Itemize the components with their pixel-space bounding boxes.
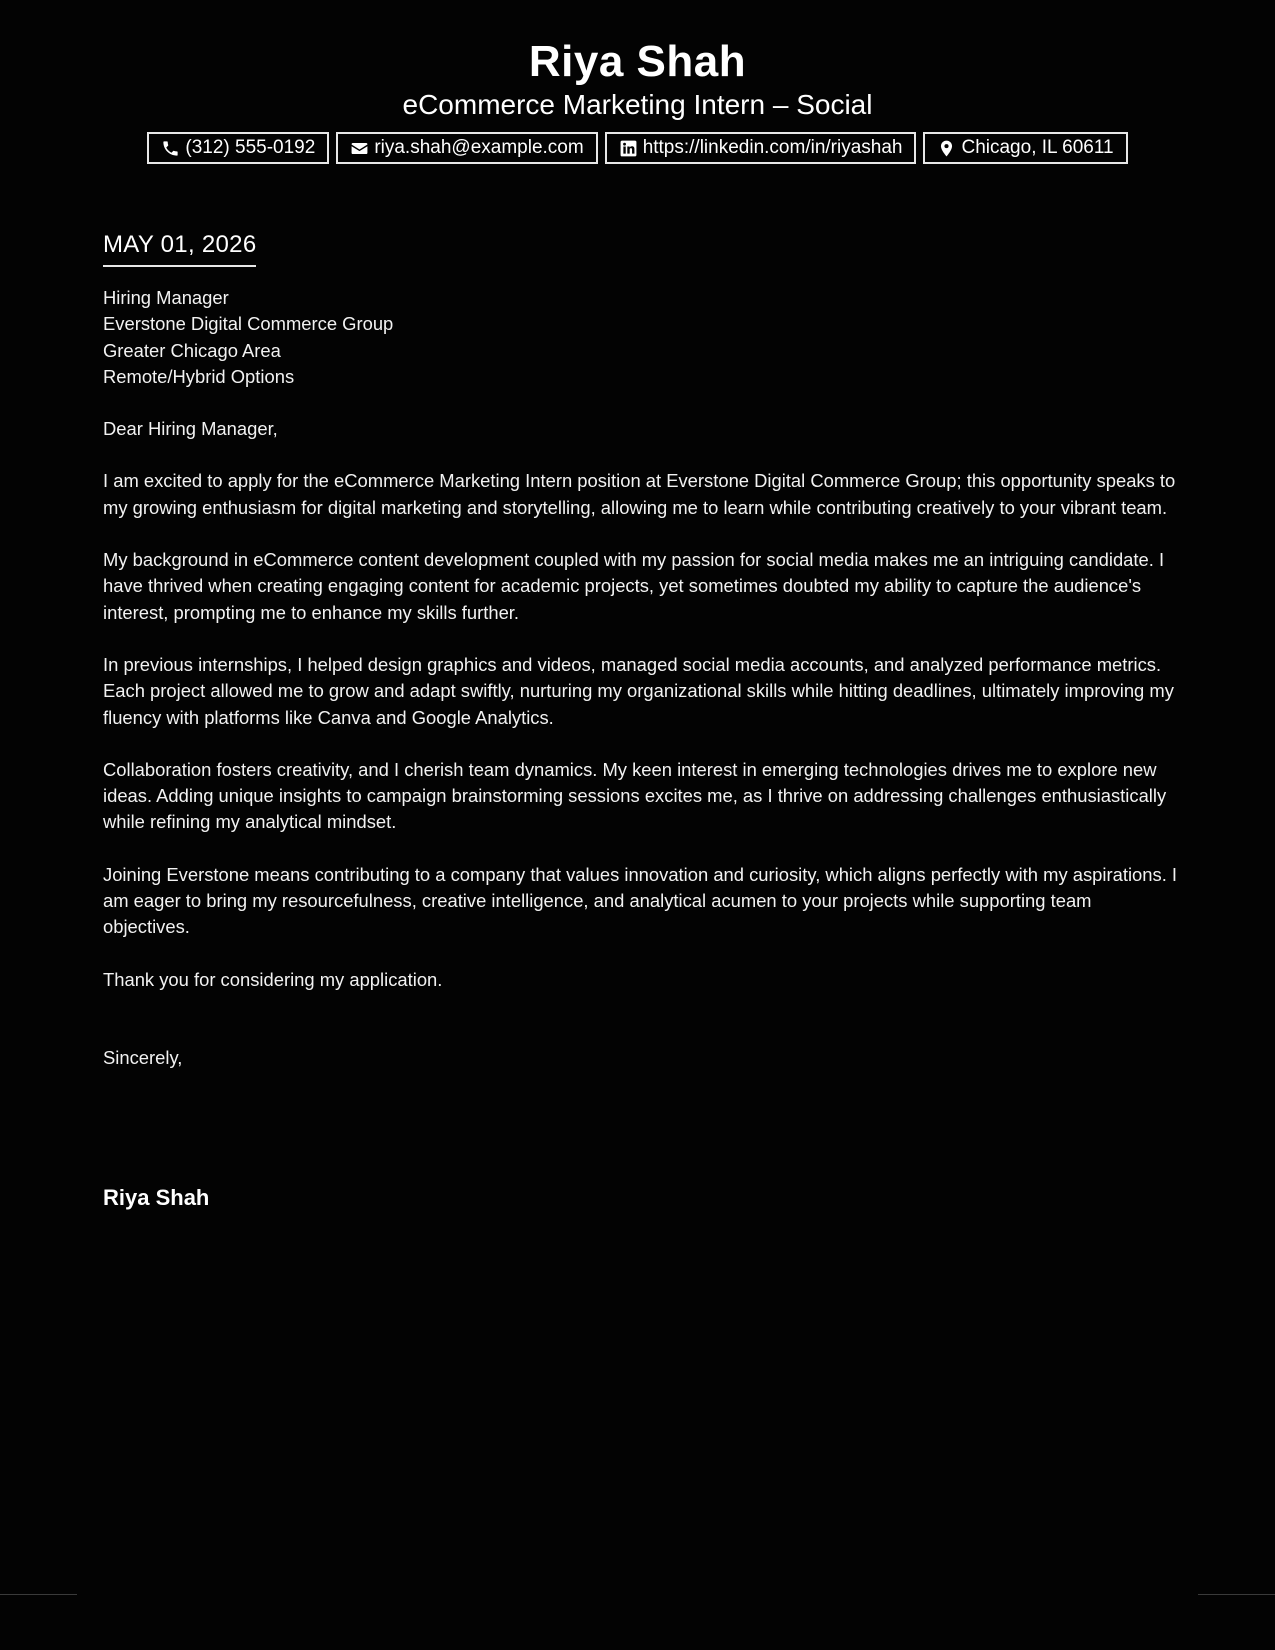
contact-location[interactable] xyxy=(923,132,1127,164)
recipient-line: Remote/Hybrid Options xyxy=(103,365,295,387)
body-paragraph: Thank you for considering my application. xyxy=(103,968,443,990)
body-paragraph: I am excited to apply for the eCommerce Marketing Intern position at Everstone Digital Commerce Group; this opportunity speaks to my growing enthusiasm for digital marketing and storytelling, allowing me to learn while contributing creatively to your vibrant team. xyxy=(103,470,1176,518)
contact-phone[interactable] xyxy=(147,132,329,164)
body-paragraph: Joining Everstone means contributing to a company that values innovation and curiosity, which aligns perfectly with my aspirations. I am eager to bring my resourcefulness, creative intelligence, and analytical acumen to your projects while supporting team objectives. xyxy=(103,863,1178,938)
salutation: Dear Hiring Manager, xyxy=(103,418,278,440)
letter-header xyxy=(0,34,1275,164)
linkedin-icon xyxy=(619,139,638,158)
recipient-line: Hiring Manager xyxy=(103,287,229,308)
applicant-name: Riya Shah xyxy=(528,37,747,86)
phone-text: (312) 555-0192 xyxy=(185,137,316,158)
recipient-line: Greater Chicago Area xyxy=(103,339,281,361)
body-paragraph: Collaboration fosters creativity, and I cherish team dynamics. My keen interest in emerging technologies drives me to explore new ideas. Adding unique insights to campaign brainstorming sessions excites me, as I thrive on addressing challenges enthusiastically while refining my analytical mindset. xyxy=(103,758,1167,833)
footer-divider-right xyxy=(1198,1594,1275,1595)
contact-linkedin[interactable] xyxy=(605,132,917,164)
body-paragraph: In previous internships, I helped design graphics and videos, managed social media accounts, and analyzed performance metrics. Each project allowed me to grow and adapt swiftly, nurturing my organizational skills while hitting deadlines, ultimately improving my fluency with platforms like Canva and Google Analytics. xyxy=(103,653,1174,728)
closing: Sincerely, xyxy=(103,1046,183,1068)
location-text: Chicago, IL 60611 xyxy=(961,137,1114,158)
contact-email[interactable] xyxy=(336,132,597,164)
envelope-icon xyxy=(350,139,369,158)
email-text: riya.shah@example.com xyxy=(374,137,584,158)
linkedin-text: https://linkedin.com/in/riyashah xyxy=(642,137,903,158)
recipient-block xyxy=(103,285,1178,390)
applicant-role: eCommerce Marketing Intern – Social xyxy=(402,89,873,120)
phone-icon xyxy=(161,139,180,158)
map-pin-icon xyxy=(937,139,956,158)
recipient-line: Everstone Digital Commerce Group xyxy=(103,313,394,335)
letter-date: MAY 01, 2026 xyxy=(103,228,256,267)
signature-name: Riya Shah xyxy=(103,1185,210,1211)
letter-body xyxy=(103,228,1178,1212)
body-paragraph: My background in eCommerce content development coupled with my passion for social media makes me an intriguing candidate. I have thrived when creating engaging content for academic projects, yet sometimes doubted my ability to capture the audience's interest, prompting me to enhance my skills further. xyxy=(103,549,1165,623)
footer-divider-left xyxy=(0,1594,77,1595)
contact-bar xyxy=(0,132,1275,164)
